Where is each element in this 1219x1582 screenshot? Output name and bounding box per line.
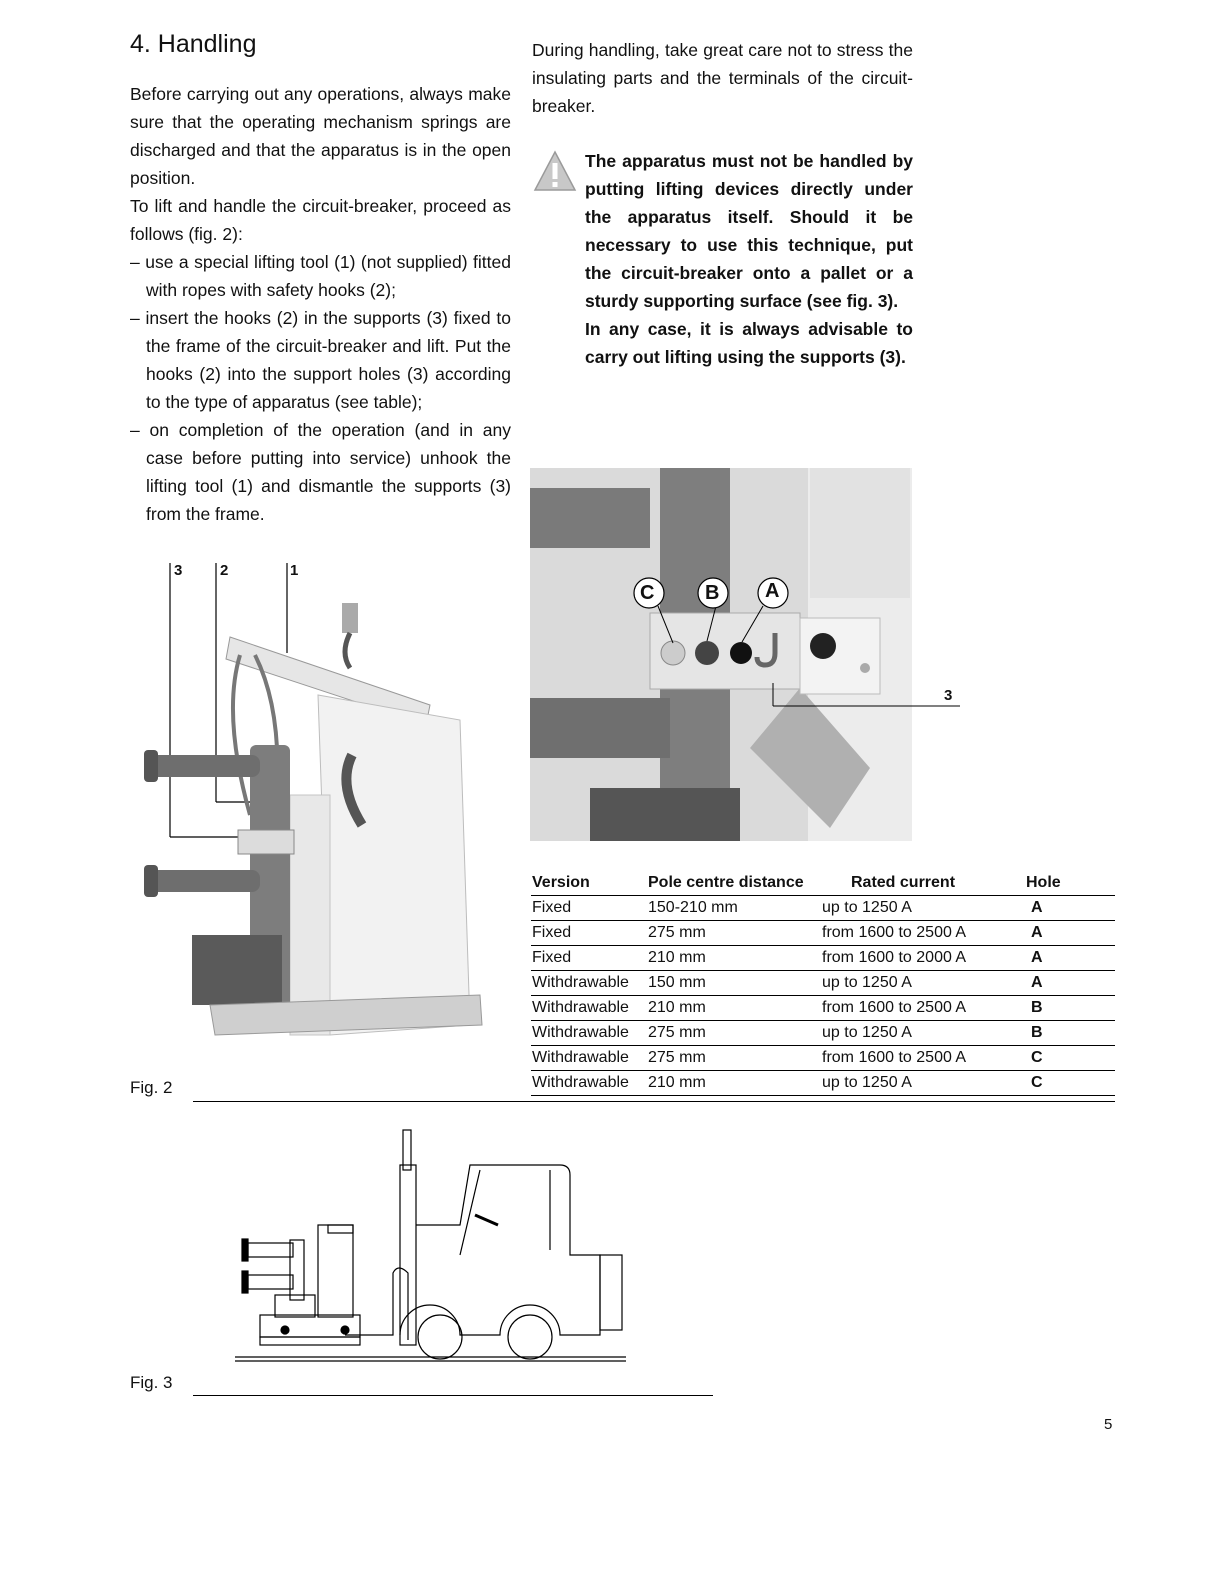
warning-box	[585, 147, 913, 371]
table-row	[531, 996, 1115, 1021]
current-cell: up to 1250 A	[821, 896, 1025, 921]
hole-label-b: B	[705, 582, 720, 604]
hole-selection-table	[531, 872, 1115, 1096]
current-cell: from 1600 to 2500 A	[821, 996, 1025, 1021]
fig3-rule	[193, 1395, 713, 1396]
support-callout-3: 3	[944, 687, 953, 704]
procedure-paragraph: To lift and handle the circuit-breaker, proceed as follows (fig. 2):	[130, 196, 511, 244]
table-row	[531, 1021, 1115, 1046]
column-header: Pole centre distance	[647, 872, 821, 896]
list-item: – insert the hooks (2) in the supports (3) fixed to the frame of the circuit-breaker and lift. Put the hooks (2) into the support holes (3) according to the type of apparatus (see table);	[130, 308, 511, 412]
procedure-list	[130, 248, 511, 528]
handling-care-paragraph: During handling, take great care not to stress the insulating parts and the terminals of the circuit-breaker.	[532, 40, 913, 116]
list-item: – use a special lifting tool (1) (not supplied) fitted with ropes with safety hooks (2);	[130, 252, 511, 300]
fig3-caption: Fig. 3	[130, 1373, 173, 1392]
distance-cell: 210 mm	[647, 946, 821, 971]
current-cell: from 1600 to 2500 A	[821, 921, 1025, 946]
hole-cell: C	[1025, 1071, 1115, 1096]
hole-cell: A	[1025, 921, 1115, 946]
support-holes-detail-photo	[530, 468, 970, 841]
hole-cell: A	[1025, 946, 1115, 971]
hole-label-c: C	[640, 582, 655, 604]
version-cell: Withdrawable	[531, 1071, 647, 1096]
hole-label-a: A	[765, 580, 780, 602]
callout-2: 2	[220, 562, 229, 579]
warning-advice: In any case, it is always advisable to carry out lifting using the supports (3).	[585, 319, 913, 367]
version-cell: Withdrawable	[531, 1046, 647, 1071]
list-item: – on completion of the operation (and in any case before putting into service) unhook the lifting tool (1) and dismantle the supports (3) from the frame.	[130, 420, 511, 524]
table-row	[531, 921, 1115, 946]
column-header: Hole	[1025, 872, 1115, 896]
table-row	[531, 1071, 1115, 1096]
warning-triangle-icon	[533, 150, 577, 192]
version-cell: Withdrawable	[531, 971, 647, 996]
version-cell: Fixed	[531, 946, 647, 971]
distance-cell: 275 mm	[647, 921, 821, 946]
fig2-caption: Fig. 2	[130, 1078, 173, 1097]
column-header: Version	[531, 872, 647, 896]
column-header: Rated current	[821, 872, 1025, 896]
warning-paragraph: The apparatus must not be handled by putting lifting devices directly under the apparatus itself. Should it be necessary to use this technique, put the circuit-breaker onto a pallet or a sturdy supporting surface (see fig. 3).	[585, 151, 913, 311]
table-row	[531, 1046, 1115, 1071]
current-cell: up to 1250 A	[821, 1021, 1025, 1046]
hole-cell: C	[1025, 1046, 1115, 1071]
left-column-text	[130, 80, 511, 528]
intro-paragraph: Before carrying out any operations, always make sure that the operating mechanism springs are discharged and that the apparatus is in the open position.	[130, 84, 511, 188]
distance-cell: 275 mm	[647, 1046, 821, 1071]
fig2-lifting-illustration	[130, 555, 500, 1065]
distance-cell: 210 mm	[647, 996, 821, 1021]
current-cell: from 1600 to 2500 A	[821, 1046, 1025, 1071]
hole-cell: A	[1025, 971, 1115, 996]
hole-cell: A	[1025, 896, 1115, 921]
distance-cell: 150 mm	[647, 971, 821, 996]
fig3-forklift-drawing	[230, 1125, 630, 1375]
distance-cell: 275 mm	[647, 1021, 821, 1046]
hole-cell: B	[1025, 996, 1115, 1021]
table-row	[531, 971, 1115, 996]
table-row	[531, 896, 1115, 921]
current-cell: from 1600 to 2000 A	[821, 946, 1025, 971]
section-heading: 4. Handling	[130, 30, 257, 58]
version-cell: Fixed	[531, 896, 647, 921]
table-header-row	[531, 872, 1115, 896]
current-cell: up to 1250 A	[821, 1071, 1025, 1096]
hole-cell: B	[1025, 1021, 1115, 1046]
callout-1: 1	[290, 562, 299, 579]
distance-cell: 210 mm	[647, 1071, 821, 1096]
callout-3: 3	[174, 562, 183, 579]
page-number: 5	[1104, 1416, 1113, 1433]
current-cell: up to 1250 A	[821, 971, 1025, 996]
version-cell: Fixed	[531, 921, 647, 946]
fig2-rule	[193, 1101, 1115, 1102]
distance-cell: 150-210 mm	[647, 896, 821, 921]
table-row	[531, 946, 1115, 971]
version-cell: Withdrawable	[531, 996, 647, 1021]
version-cell: Withdrawable	[531, 1021, 647, 1046]
